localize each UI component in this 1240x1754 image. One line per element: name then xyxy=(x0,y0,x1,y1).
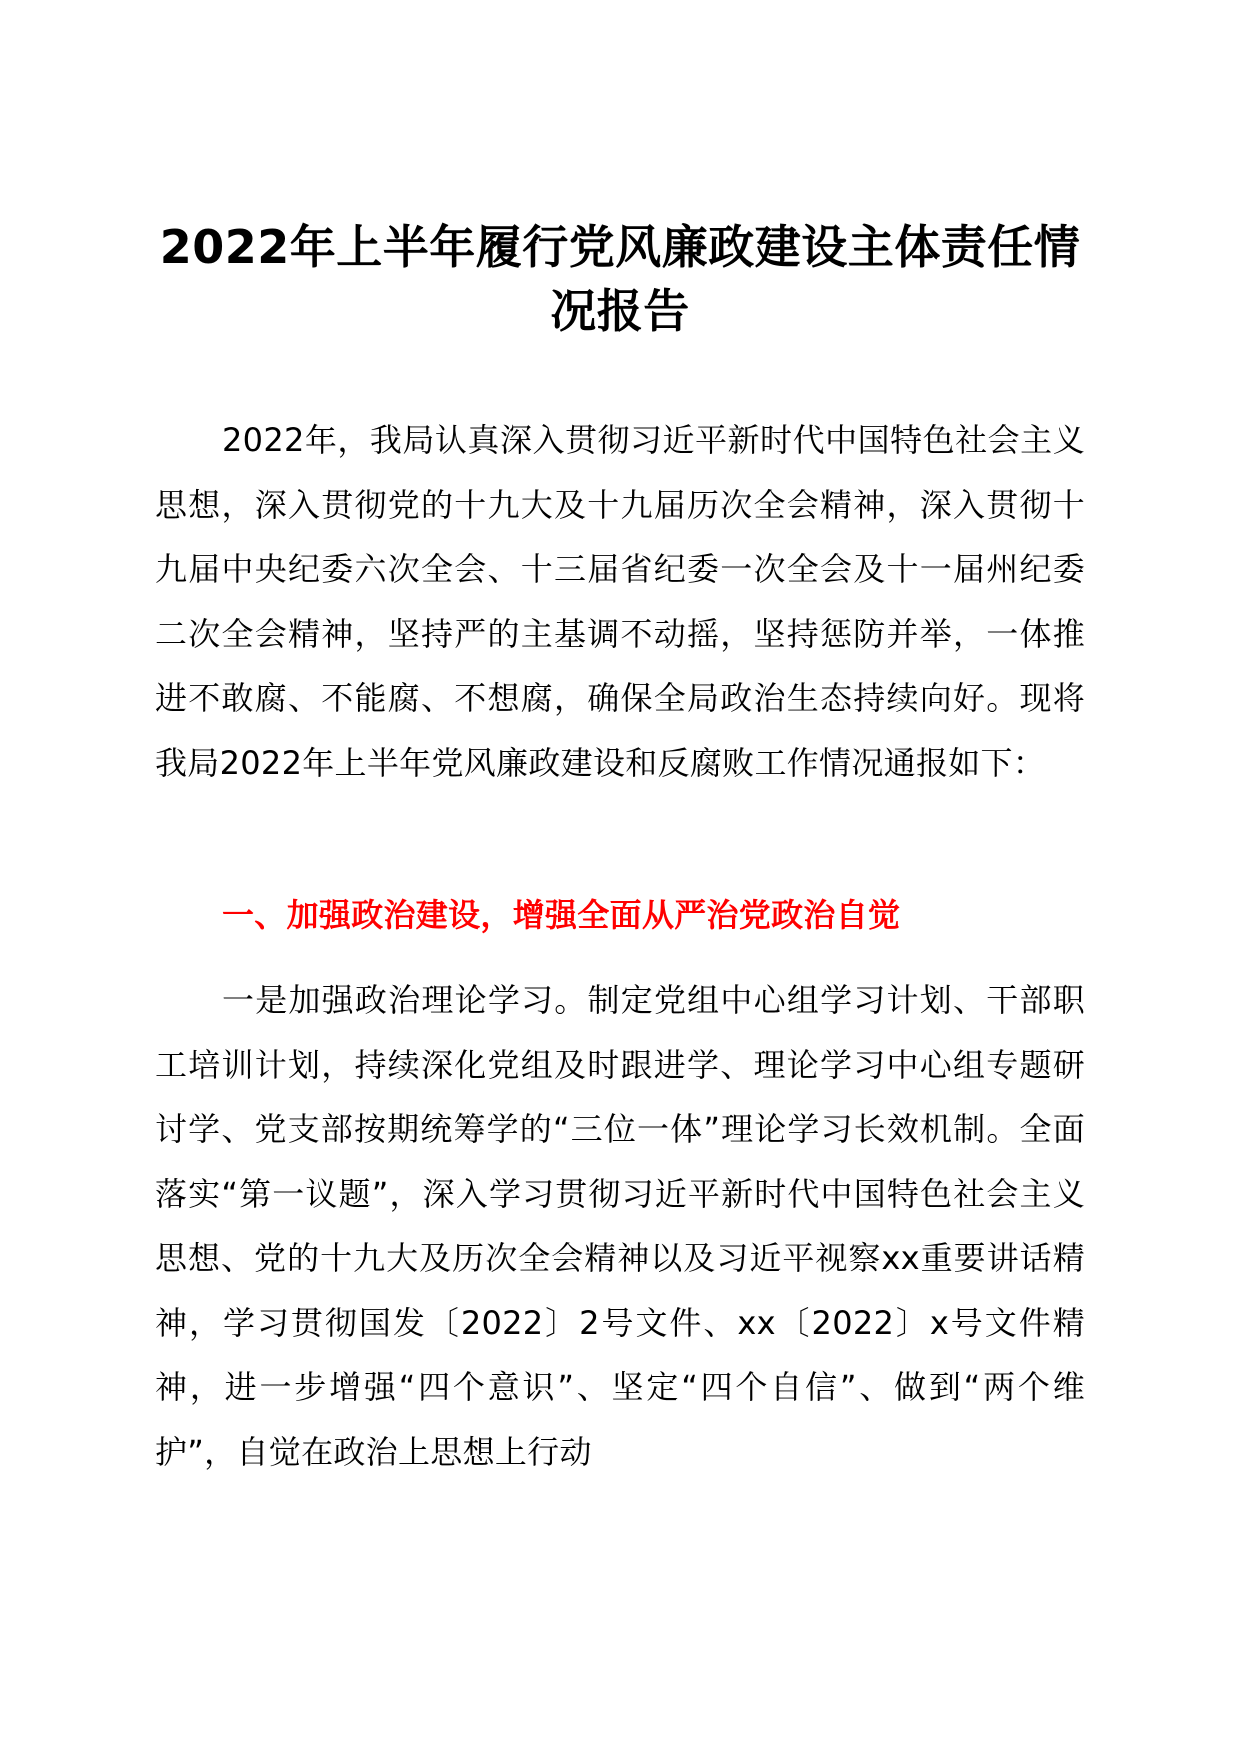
document-title: 2022年上半年履行党风廉政建设主体责任情况报告 xyxy=(159,220,1081,338)
intro-paragraph: 2022年，我局认真深入贯彻习近平新时代中国特色社会主义思想，深入贯彻党的十九大及十九届历次全会精神，深入贯彻十九届中央纪委六次全会、十三届省纪委一次全会及十一届州纪委二次全会精神，坚持严的主基调不动摇，坚持惩防并举，一体推进不敢腐、不能腐、不想腐，确保全局政治生态持续向好。现将我局2022年上半年党风廉政建设和反腐败工作情况通报如下： xyxy=(155,421,1085,782)
section-heading: 一、加强政治建设，增强全面从严治党政治自觉 xyxy=(222,896,901,934)
body-paragraph: 一是加强政治理论学习。制定党组中心组学习计划、干部职工培训计划，持续深化党组及时跟进学、理论学习中心组专题研讨学、党支部按期统筹学的“三位一体”理论学习长效机制。全面落实“第一议题”，深入学习贯彻习近平新时代中国特色社会主义思想、党的十九大及历次全会精神以及习近平视察xx重要讲话精神，学习贯彻国发〔2022〕2号文件、xx〔2022〕x号文件精神，进一步增强“四个意识”、坚定“四个自信”、做到“两个维护”，自觉在政治上思想上行动 xyxy=(155,981,1085,1471)
